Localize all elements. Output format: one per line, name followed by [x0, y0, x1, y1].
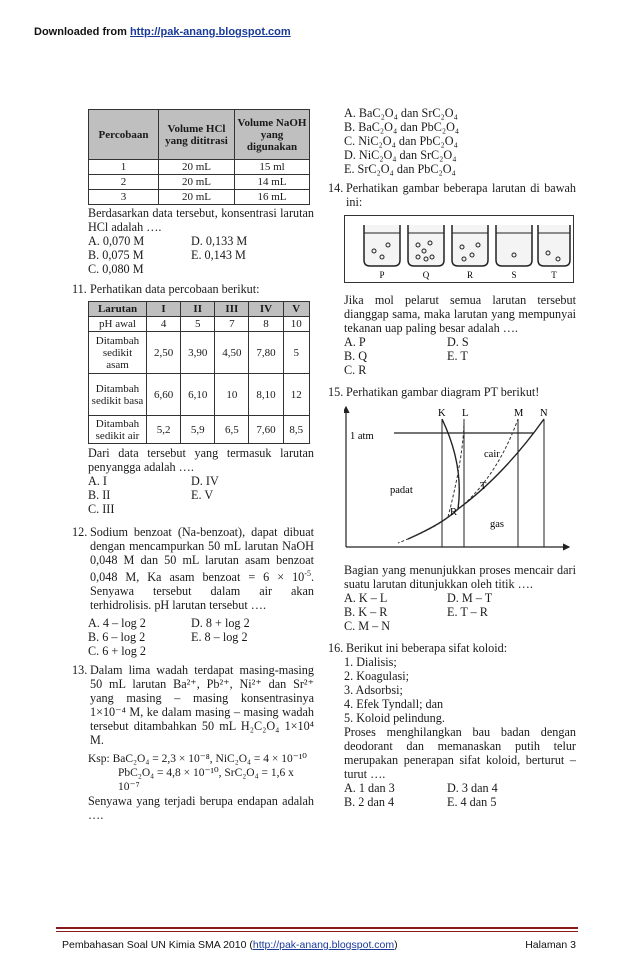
q15	[328, 385, 576, 399]
cell: 16 mL	[235, 190, 310, 205]
q13-ksp1: Ksp: BaC₂O₄ = 2,3 × 10⁻⁸, NiC₂O₄ = 4 × 10⁻¹⁰	[88, 753, 307, 766]
option-row	[88, 234, 314, 248]
q11-header: IV	[249, 302, 283, 317]
cell: 8,5	[283, 416, 309, 444]
option[interactable]: C. 0,080 M	[88, 262, 144, 276]
table-row	[89, 374, 310, 416]
question-title: Berikut ini beberapa sifat koloid:	[346, 641, 508, 655]
cell: 12	[283, 374, 309, 416]
option[interactable]: B. K – R	[344, 605, 388, 619]
beaker-t	[538, 225, 570, 280]
question-title: Perhatikan data percobaan berikut:	[90, 282, 260, 296]
cell: 7	[215, 317, 249, 332]
q16-text: Proses menghilangkan bau badan dengan deodorant dan memanaskan putih telur merupakan penerapan sifat koloid, berturut – turut ….	[344, 725, 576, 781]
list-item: 4. Efek Tyndall; dan	[344, 697, 444, 711]
option-row	[88, 248, 314, 262]
q11-header: Larutan	[89, 302, 147, 317]
q11	[72, 282, 314, 296]
cell: 1	[89, 160, 159, 175]
cell: 3	[89, 190, 159, 205]
header-link[interactable]: http://pak-anang.blogspot.com	[129, 26, 291, 38]
left-column	[72, 109, 314, 823]
cell: Ditambah sedikit air	[89, 416, 147, 444]
option[interactable]: B. BaC₂O₄ dan PbC₂O₄	[344, 120, 460, 134]
cell: 6,5	[215, 416, 249, 444]
exponent: -5	[304, 569, 311, 578]
question-number: 11.	[72, 282, 87, 296]
beaker-label: T	[551, 270, 557, 280]
cell: 7,60	[249, 416, 283, 444]
option-row	[344, 619, 576, 633]
q11-header: I	[147, 302, 181, 317]
option-row	[88, 630, 314, 644]
q10-header: Volume HCl yang dititrasi	[159, 110, 235, 160]
option[interactable]: D. S	[447, 335, 469, 349]
footer-divider	[56, 931, 578, 932]
option-row	[344, 363, 576, 377]
region-cair: cair	[484, 449, 500, 460]
option[interactable]: D. M – T	[447, 591, 493, 605]
table-row	[89, 175, 310, 190]
cell: 5	[181, 317, 215, 332]
footer-link[interactable]: http://pak-anang.blogspot.com	[252, 939, 395, 951]
option-row	[344, 591, 576, 605]
cell: 6,10	[181, 374, 215, 416]
option[interactable]: E. SrC₂O₄ dan PbC₂O₄	[344, 162, 456, 176]
beaker-label: S	[511, 270, 517, 280]
list-item: 3. Adsorbsi;	[344, 683, 403, 697]
question-number: 12.	[72, 525, 88, 539]
cell: 7,80	[249, 332, 283, 374]
point-t: T	[480, 481, 487, 492]
cell: pH awal	[89, 317, 147, 332]
table-row	[89, 332, 310, 374]
q15-text: Bagian yang menunjukkan proses mencair dari suatu larutan ditunjukkan oleh titik ….	[344, 563, 576, 591]
option[interactable]: A. P	[344, 335, 366, 349]
page-header	[34, 26, 291, 38]
table-row	[89, 160, 310, 175]
question-text: Dalam lima wadah terdapat masing-masing 50 mL larutan Ba²⁺, Pb²⁺, Ni²⁺ dan Sr²⁺ yang masing – masing konsentrasinya 1×10⁻⁴ M, ke dalam masing – masing wadah tersebut ditambahkan 50 mL H₂C₂O₄ 1×10⁴ M.	[90, 663, 314, 748]
option[interactable]: E. 4 dan 5	[447, 795, 497, 809]
option-row	[344, 795, 576, 809]
option[interactable]: E. T – R	[447, 605, 488, 619]
footer-divider	[56, 927, 578, 929]
option[interactable]: A. 0,070 M	[88, 234, 145, 248]
cell: 2,50	[147, 332, 181, 374]
option[interactable]: B. 0,075 M	[88, 248, 144, 262]
option[interactable]: D. NiC₂O₄ dan SrC₂O₄	[344, 148, 457, 162]
right-column	[328, 106, 576, 809]
q14	[328, 181, 576, 209]
option[interactable]: E. 0,143 M	[191, 248, 246, 262]
question-number: 15.	[328, 385, 344, 399]
option[interactable]: B. II	[88, 488, 111, 502]
cell: 8,10	[249, 374, 283, 416]
option[interactable]: E. 8 – log 2	[191, 630, 248, 645]
question-text: Sodium benzoat (Na-benzoat), dapat dibuat dengan mencampurkan 50 mL larutan NaOH 0,048 M dan 50 mL larutan asam benzoat 0,048 M, Ka asam benzoat = 6 × 10	[90, 525, 314, 585]
footer-suffix: )	[394, 939, 398, 951]
beakers-figure	[344, 215, 574, 283]
point-l: L	[462, 408, 469, 419]
option[interactable]: D. 0,133 M	[191, 234, 248, 248]
cell: 3,90	[181, 332, 215, 374]
option[interactable]: E. V	[191, 488, 214, 502]
option-row	[88, 262, 314, 276]
pt-diagram	[344, 405, 574, 555]
cell: 10	[215, 374, 249, 416]
question-text: . Senyawa tersebut dalam air akan terhidrolisis. pH larutan tersebut ….	[90, 570, 314, 613]
option[interactable]: B. 6 – log 2	[88, 630, 146, 645]
q10-header: Volume NaOH yang digunakan	[235, 110, 310, 160]
option[interactable]: C. 6 + log 2	[88, 644, 146, 659]
option[interactable]: E. T	[447, 349, 468, 363]
q11-header: II	[181, 302, 215, 317]
cell: Ditambah sedikit asam	[89, 332, 147, 374]
header-prefix: Downloaded from	[34, 26, 130, 38]
cell: 4,50	[215, 332, 249, 374]
option[interactable]: A. BaC₂O₄ dan SrC₂O₄	[344, 106, 458, 120]
point-n: N	[540, 408, 548, 419]
option-row	[88, 616, 314, 630]
option[interactable]: A. I	[88, 474, 107, 488]
cell: 4	[147, 317, 181, 332]
list-item: 2. Koagulasi;	[344, 669, 409, 683]
question-number: 13.	[72, 663, 88, 678]
option-row	[88, 474, 314, 488]
table-row	[89, 317, 310, 332]
q16	[328, 641, 576, 655]
cell: 6,60	[147, 374, 181, 416]
option[interactable]: B. 2 dan 4	[344, 795, 395, 809]
atm-label: 1 atm	[350, 431, 374, 442]
cell: 8	[249, 317, 283, 332]
cell: 5,2	[147, 416, 181, 444]
option[interactable]: D. 3 dan 4	[447, 781, 498, 795]
cell: 20 mL	[159, 160, 235, 175]
q11-header: V	[283, 302, 309, 317]
beaker-p	[364, 225, 400, 280]
option-row	[344, 781, 576, 795]
beaker-label: Q	[422, 270, 430, 280]
option[interactable]: B. Q	[344, 349, 368, 363]
q10-header: Percobaan	[89, 110, 159, 160]
beaker-q	[408, 225, 444, 280]
footer-prefix: Pembahasan Soal UN Kimia SMA 2010 (	[62, 939, 253, 951]
q10-text: Berdasarkan data tersebut, konsentrasi larutan HCl adalah ….	[88, 206, 314, 234]
option-row	[344, 349, 576, 363]
page-number: Halaman 3	[525, 939, 576, 951]
question-number: 16.	[328, 641, 344, 655]
question-title: Perhatikan gambar beberapa larutan di bawah ini:	[346, 181, 576, 209]
q13	[72, 663, 314, 748]
option[interactable]: C. M – N	[344, 619, 391, 633]
q11-table	[88, 301, 310, 444]
option-row	[88, 502, 314, 516]
cell: 15 ml	[235, 160, 310, 175]
option-row	[88, 488, 314, 502]
q13-text2: Senyawa yang terjadi berupa endapan adalah ….	[88, 794, 314, 823]
question-title: Perhatikan gambar diagram PT berikut!	[346, 385, 540, 399]
beaker-label: R	[466, 270, 474, 280]
cell: 10	[283, 317, 309, 332]
q11-header: III	[215, 302, 249, 317]
option-row	[344, 335, 576, 349]
table-row	[89, 416, 310, 444]
q12	[72, 525, 314, 613]
region-gas: gas	[490, 519, 504, 530]
point-r: R	[450, 507, 458, 518]
list-item: 1. Dialisis;	[344, 655, 397, 669]
cell: Ditambah sedikit basa	[89, 374, 147, 416]
cell: 2	[89, 175, 159, 190]
cell: 5,9	[181, 416, 215, 444]
region-padat: padat	[390, 485, 413, 496]
q11-text: Dari data tersebut yang termasuk larutan penyangga adalah ….	[88, 446, 314, 474]
footer-text	[62, 939, 398, 951]
q13-ksp2: PbC₂O₄ = 4,8 × 10⁻¹⁰, SrC₂O₄ = 1,6 x 10⁻⁷	[118, 767, 294, 794]
cell: 5	[283, 332, 309, 374]
list-item: 5. Koloid pelindung.	[344, 711, 445, 725]
option[interactable]: A. 1 dan 3	[344, 781, 395, 795]
beaker-r	[452, 225, 488, 280]
option[interactable]: D. IV	[191, 474, 219, 488]
option[interactable]: D. 8 + log 2	[191, 616, 250, 631]
option[interactable]: C. R	[344, 363, 367, 377]
option[interactable]: A. K – L	[344, 591, 388, 605]
cell: 20 mL	[159, 175, 235, 190]
option-row	[88, 644, 314, 658]
q10-table	[88, 109, 310, 205]
option[interactable]: A. 4 – log 2	[88, 616, 146, 631]
question-number: 14.	[328, 181, 344, 195]
cell: 14 mL	[235, 175, 310, 190]
beaker-label: P	[379, 270, 385, 280]
beaker-s	[496, 225, 532, 280]
cell: 20 mL	[159, 190, 235, 205]
point-m: M	[514, 408, 524, 419]
table-row	[89, 190, 310, 205]
option-row	[344, 605, 576, 619]
point-k: K	[438, 408, 446, 419]
option[interactable]: C. III	[88, 502, 115, 516]
option[interactable]: C. NiC₂O₄ dan PbC₂O₄	[344, 134, 458, 148]
q14-text: Jika mol pelarut semua larutan tersebut dianggap sama, maka larutan yang mempunyai tekanan uap paling besar adalah ….	[344, 293, 576, 335]
